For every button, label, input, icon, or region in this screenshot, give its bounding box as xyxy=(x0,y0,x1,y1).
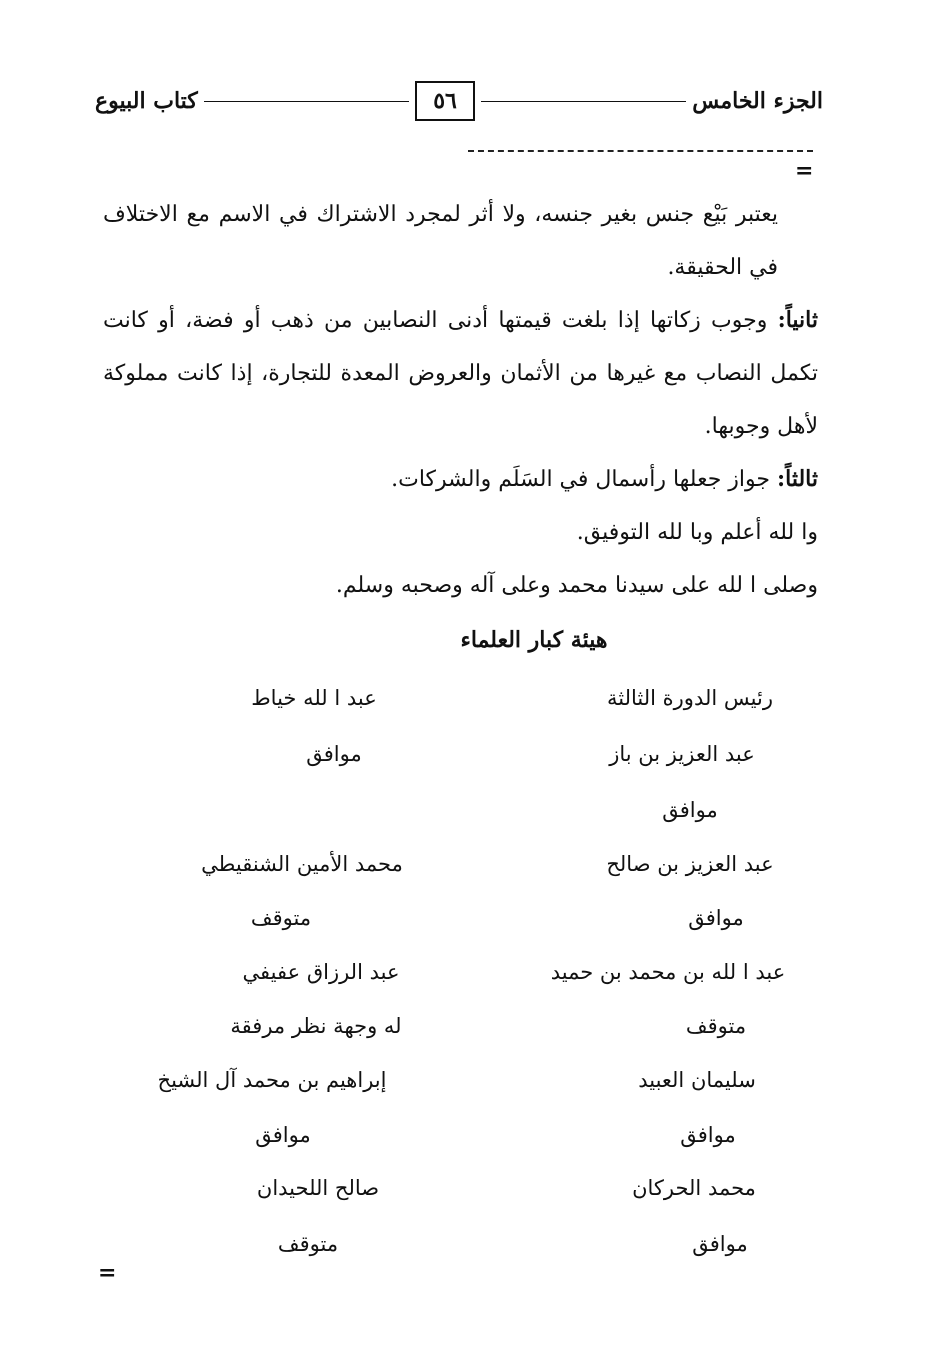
signatory-left-2: محمد الأمين الشنقيطي xyxy=(201,852,403,876)
signatory-right-6: متوقف xyxy=(685,1014,747,1038)
signatory-right-1: عبد العزيز بن باز xyxy=(609,742,755,766)
point-third xyxy=(103,453,818,506)
point-third-lead: ثالثاً: xyxy=(777,466,818,492)
signatory-right-3: عبد العزيز بن صالح xyxy=(606,852,774,876)
signatory-left-1: موافق xyxy=(306,742,362,766)
closing-line-2: وصلى ا لله على سيدنا محمد وعلى آله وصحبه وسلم. xyxy=(335,573,818,598)
header-book-title: كتاب البيوع xyxy=(95,88,198,114)
point-third-text: جواز جعلها رأسمال في السَلَم والشركات. xyxy=(391,467,777,492)
continuation-paragraph: يعتبر بَيْع جنس بغير جنسه، ولا أثر لمجرد الاشتراك في الاسم مع الاختلاف في الحقيقة. xyxy=(103,202,778,280)
signatory-right-7: سليمان العبيد xyxy=(638,1068,756,1092)
signatory-left-3: متوقف xyxy=(250,906,312,930)
point-second-text: وجوب زكاتها إذا بلغت قيمتها أدنى النصابين من ذهب أو فضة، أو كانت تكمل النصاب مع غيرها من الأثمان والعروض المعدة للتجارة، إذا كانت مملوكة لأهل وجوبها. xyxy=(103,308,818,439)
signatory-left-7: موافق xyxy=(255,1123,311,1147)
signatory-right-4: موافق xyxy=(688,906,744,930)
signatory-right-0: رئيس الدورة الثالثة xyxy=(607,686,773,710)
equals-mark-top: = xyxy=(795,158,814,184)
signatory-right-9: محمد الحركان xyxy=(632,1176,756,1200)
council-title: هيئة كبار العلماء xyxy=(460,627,608,653)
signatory-left-9: متوقف xyxy=(277,1232,339,1256)
page-number: ٥٦ xyxy=(415,81,475,121)
equals-mark-bottom: = xyxy=(98,1260,117,1286)
dashed-separator xyxy=(468,150,813,152)
point-second-lead: ثانياً: xyxy=(777,307,818,333)
page-header xyxy=(95,78,823,124)
signatory-left-8: صالح اللحيدان xyxy=(256,1176,380,1200)
closing-line-1: وا لله أعلم وبا لله التوفيق. xyxy=(576,520,818,545)
signatory-left-6: إبراهيم بن محمد آل الشيخ xyxy=(157,1068,387,1092)
signatory-right-2: موافق xyxy=(662,798,718,822)
header-volume: الجزء الخامس xyxy=(692,88,823,114)
signatory-left-0: عبد ا لله خياط xyxy=(251,686,377,710)
signatory-right-5: عبد ا لله بن محمد بن حميد xyxy=(550,960,786,984)
signatory-right-8: موافق xyxy=(680,1123,736,1147)
point-second xyxy=(103,294,818,453)
signatory-left-4: عبد الرزاق عفيفي xyxy=(242,960,400,984)
header-rule-right xyxy=(481,101,686,102)
signatory-right-10: موافق xyxy=(692,1232,748,1256)
page-body xyxy=(103,188,818,612)
signatory-left-5: له وجهة نظر مرفقة xyxy=(230,1014,402,1038)
header-rule-left xyxy=(204,101,409,102)
